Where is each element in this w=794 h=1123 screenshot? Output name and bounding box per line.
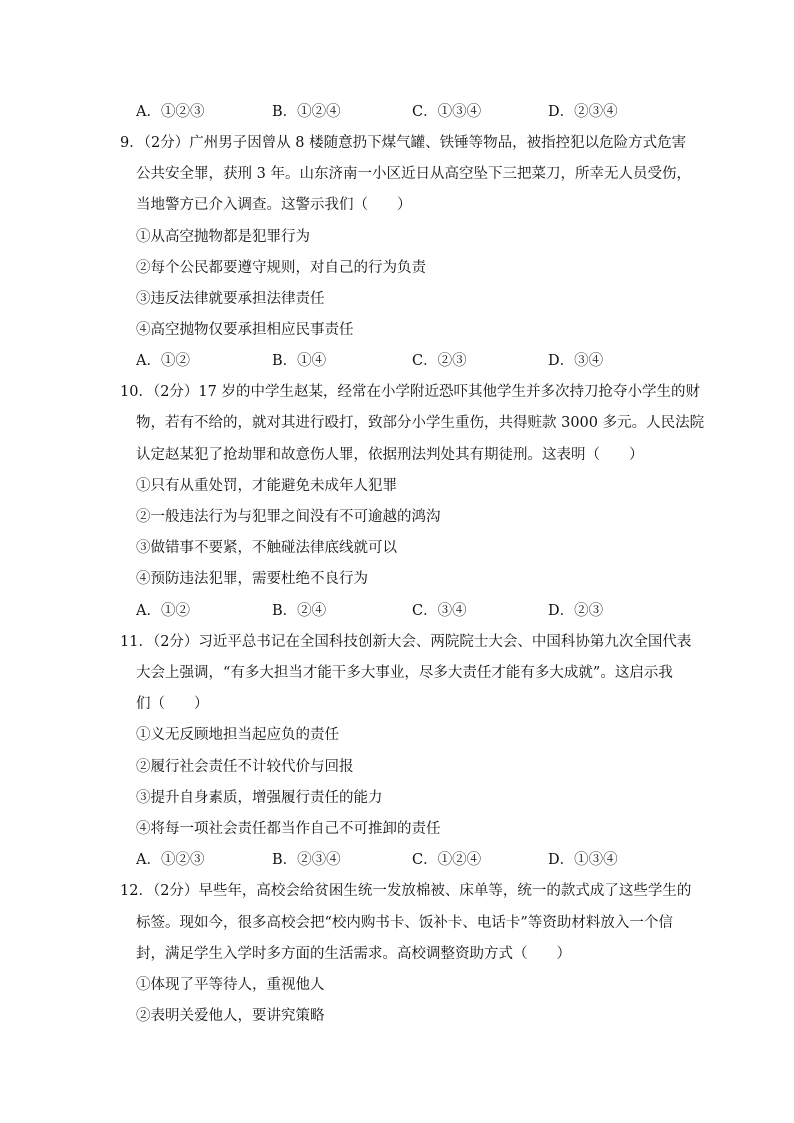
- option-a: A．①②③: [136, 852, 205, 868]
- question-stem-line: 公共安全罪，获刑 3 年。山东济南一小区近日从高空坠下三把菜刀，所幸无人员受伤，: [136, 166, 691, 182]
- option-a: A．①②: [136, 353, 190, 369]
- statement: ③做错事不要紧，不触碰法律底线就可以: [136, 540, 397, 556]
- statement: ③提升自身素质，增强履行责任的能力: [136, 790, 383, 806]
- statement: ④预防违法犯罪，需要杜绝不良行为: [136, 571, 368, 587]
- option-d: D．①③④: [548, 852, 618, 868]
- statement: ①义无反顾地担当起应负的责任: [136, 727, 339, 743]
- option-d: D．②③④: [548, 104, 618, 120]
- statement: ①体现了平等待人，重视他人: [136, 977, 325, 993]
- question-stem-line: 标签。现如今，很多高校会把“校内购书卡、饭补卡、电话卡”等资助材料放入一个信: [136, 915, 673, 931]
- option-c: C．③④: [412, 603, 467, 619]
- question-stem-line: 11．（2分）习近平总书记在全国科技创新大会、两院院士大会、中国科协第九次全国代表: [120, 634, 692, 650]
- statement: ①只有从重处罚，才能避免未成年人犯罪: [136, 478, 397, 494]
- prev-question-options: [136, 102, 676, 122]
- question-stem-line: 们（ ）: [136, 696, 209, 712]
- option-d: D．②③: [548, 603, 604, 619]
- option-b: B．②④: [272, 603, 327, 619]
- question-stem-line: 大会上强调，“有多大担当才能干多大事业，尽多大责任才能有多大成就”。这启示我: [136, 665, 673, 681]
- statement: ①从高空抛物都是犯罪行为: [136, 229, 310, 245]
- statement: ②一般违法行为与犯罪之间没有不可逾越的鸿沟: [136, 509, 441, 525]
- question-stem-line: 当地警方已介入调查。这警示我们（ ）: [136, 197, 412, 213]
- option-a: A．①②: [136, 603, 190, 619]
- question-stem-line: 9．（2分）广州男子因曾从 8 楼随意扔下煤气罐、铁锤等物品，被指控犯以危险方式危害: [120, 135, 687, 151]
- option-c: C．①②④: [412, 852, 482, 868]
- question-stem-line: 10．（2分）17 岁的中学生赵某，经常在小学附近恐吓其他学生并多次持刀抢夺小学生的财: [120, 384, 700, 400]
- statement: ②履行社会责任不计较代价与回报: [136, 759, 354, 775]
- statement: ③违反法律就要承担法律责任: [136, 291, 325, 307]
- option-d: D．③④: [548, 353, 604, 369]
- option-b: B．①②④: [272, 104, 341, 120]
- option-a: A．①②③: [136, 104, 205, 120]
- statement: ④高空抛物仅要承担相应民事责任: [136, 322, 354, 338]
- option-b: B．①④: [272, 353, 327, 369]
- statement: ②每个公民都要遵守规则，对自己的行为负责: [136, 260, 426, 276]
- question-stem-line: 12．（2分）早些年，高校会给贫困生统一发放棉被、床单等，统一的款式成了这些学生的: [120, 883, 692, 899]
- option-b: B．②③④: [272, 852, 341, 868]
- question-options: [136, 351, 676, 371]
- option-c: C．①③④: [412, 104, 482, 120]
- statement: ②表明关爱他人，要讲究策略: [136, 1008, 325, 1024]
- statement: ④将每一项社会责任都当作自己不可推卸的责任: [136, 821, 441, 837]
- option-c: C．②③: [412, 353, 467, 369]
- question-options: [136, 850, 676, 870]
- question-stem-line: 认定赵某犯了抢劫罪和故意伤人罪，依据刑法判处其有期徒刑。这表明（ ）: [136, 447, 644, 463]
- question-stem-line: 封，满足学生入学时多方面的生活需求。高校调整资助方式（ ）: [136, 946, 571, 962]
- question-options: [136, 601, 676, 621]
- question-stem-line: 物，若有不给的，就对其进行殴打，致部分小学生重伤，共得赃款 3000 多元。人民法院: [136, 415, 705, 431]
